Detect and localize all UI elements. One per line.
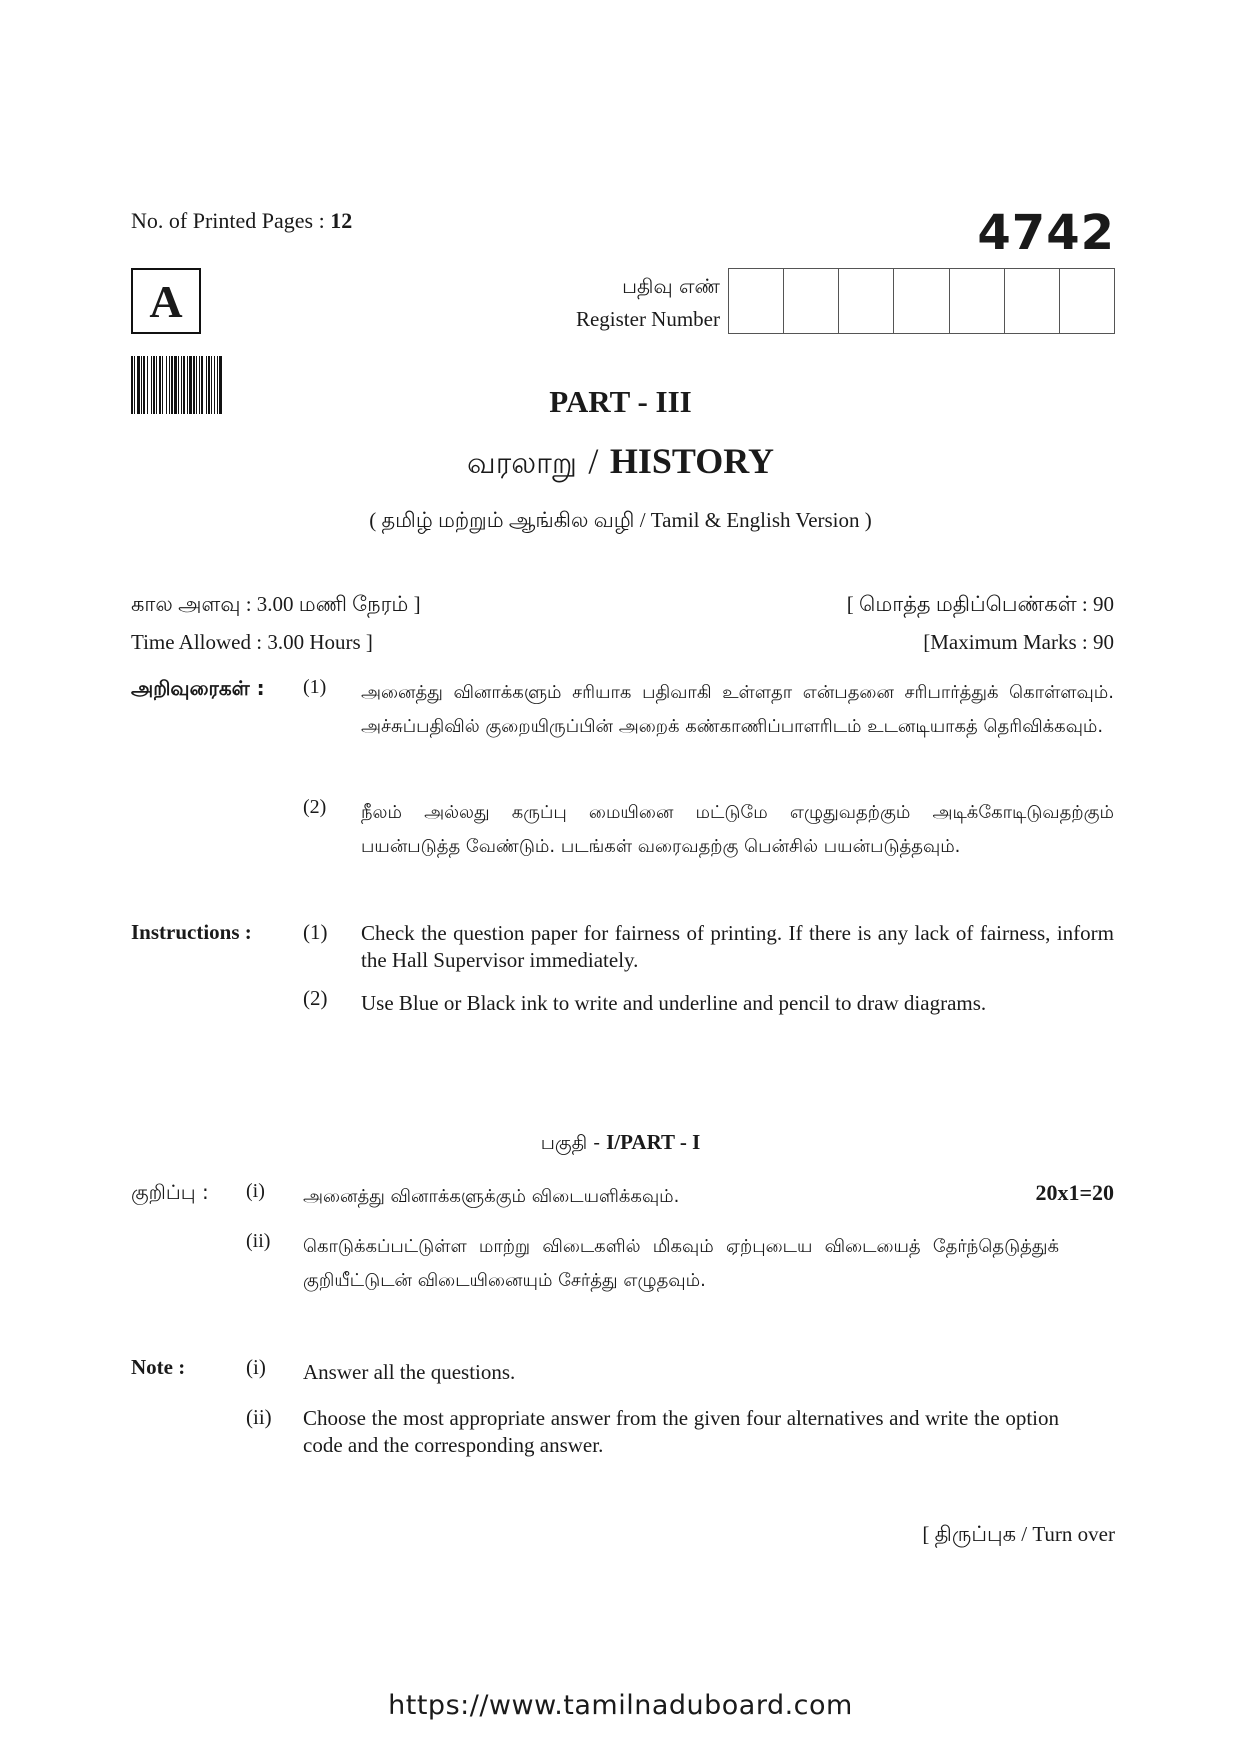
note-english-2 [131, 1405, 1114, 1465]
time-allowed-tamil: கால அளவு : 3.00 மணி நேரம் ] [131, 592, 421, 616]
subject-separator: / [588, 441, 599, 481]
instruction-english-2 [131, 986, 1114, 1046]
series-box [131, 268, 201, 334]
register-number-label [480, 270, 720, 336]
max-marks-english: [Maximum Marks : 90 [923, 630, 1114, 654]
part-title: PART - III [549, 384, 692, 419]
register-digit-box[interactable] [729, 269, 784, 333]
instruction-number: (1) [303, 676, 327, 698]
instruction-tamil-2 [131, 796, 1114, 886]
note-text: Choose the most appropriate answer from the given four alternatives and write the option code and the corresponding answer. [303, 1406, 1059, 1457]
note-tamil-1 [131, 1180, 1114, 1216]
register-digit-box[interactable] [1060, 269, 1114, 333]
instruction-text: நீலம் அல்லது கருப்பு மையினை மட்டுமே எழுதுவதற்கும் அடிக்கோடிடுவதற்கும் பயன்படுத்த வேண்டும். படங்கள் வரைவதற்கு பென்சில் பயன்படுத்தவும். [361, 802, 1114, 857]
part-one-heading [0, 1130, 1241, 1157]
instructions-label-tamil: அறிவுரைகள் : [131, 676, 265, 700]
register-digit-box[interactable] [1005, 269, 1060, 333]
subject-english: HISTORY [609, 441, 774, 481]
note-text: கொடுக்கப்பட்டுள்ள மாற்று விடைகளில் மிகவும் ஏற்புடைய விடையைத் தேர்ந்தெடுத்துக் குறியீட்டுடன் விடையினையும் சேர்த்து எழுதவும். [303, 1236, 1059, 1291]
register-label-english: Register Number [575, 307, 720, 331]
note-number: (ii) [246, 1405, 272, 1429]
instruction-english-1 [131, 920, 1114, 980]
subject-tamil: வரலாறு [467, 446, 577, 481]
instruction-tamil-1 [131, 676, 1114, 766]
register-digit-box[interactable] [784, 269, 839, 333]
time-marks-english [131, 630, 1114, 655]
medium-version: ( தமிழ் மற்றும் ஆங்கில வழி / Tamil & English Version ) [369, 508, 872, 532]
footer-url-link[interactable]: https://www.tamilnaduboard.com [388, 1690, 853, 1721]
printed-pages-value: 12 [330, 208, 353, 233]
series-letter: A [149, 275, 183, 327]
register-digit-box[interactable] [894, 269, 949, 333]
time-marks-tamil [131, 592, 1114, 619]
instruction-number: (1) [303, 920, 328, 944]
register-label-tamil: பதிவு எண் [622, 274, 720, 298]
part-one-heading-tamil: பகுதி - [540, 1132, 607, 1154]
note-tamil-2 [131, 1230, 1114, 1340]
part-one-heading-english: I/PART - I [606, 1130, 701, 1154]
printed-pages-label: No. of Printed Pages : [131, 208, 325, 233]
note-label-tamil: குறிப்பு : [131, 1180, 209, 1204]
instruction-text: Use Blue or Black ink to write and underline and pencil to draw diagrams. [361, 991, 987, 1015]
marks-distribution: 20x1=20 [1035, 1180, 1114, 1205]
instruction-text: அனைத்து வினாக்களும் சரியாக பதிவாகி உள்ளதா என்பதனை சரிபார்த்துக் கொள்ளவும். அச்சுப்பதிவில் குறையிருப்பின் அறைக் கண்காணிப்பாளரிடம் உடனடியாகத் தெரிவிக்கவும். [361, 682, 1114, 737]
paper-code: 4742 [977, 205, 1115, 261]
note-number: (i) [246, 1355, 266, 1379]
note-text: அனைத்து வினாக்களுக்கும் விடையளிக்கவும். [303, 1186, 680, 1207]
note-english-1 [131, 1355, 1114, 1391]
register-digit-box[interactable] [950, 269, 1005, 333]
instruction-number: (2) [303, 796, 327, 818]
register-digit-box[interactable] [839, 269, 894, 333]
note-number: (ii) [246, 1230, 271, 1252]
turn-over-note: [ திருப்புக / Turn over [922, 1522, 1115, 1546]
instructions-label-english: Instructions : [131, 920, 252, 944]
max-marks-tamil: [ மொத்த மதிப்பெண்கள் : 90 [846, 592, 1114, 616]
note-number: (i) [246, 1180, 265, 1202]
note-text: Answer all the questions. [303, 1360, 516, 1384]
time-allowed-english: Time Allowed : 3.00 Hours ] [131, 630, 373, 654]
register-number-boxes[interactable] [728, 268, 1115, 334]
instruction-number: (2) [303, 986, 328, 1010]
instruction-text: Check the question paper for fairness of printing. If there is any lack of fairness, inform the Hall Supervisor immediately. [361, 921, 1114, 972]
printed-pages-line [131, 208, 352, 234]
note-label-english: Note : [131, 1355, 186, 1379]
subject-title [0, 440, 1241, 485]
